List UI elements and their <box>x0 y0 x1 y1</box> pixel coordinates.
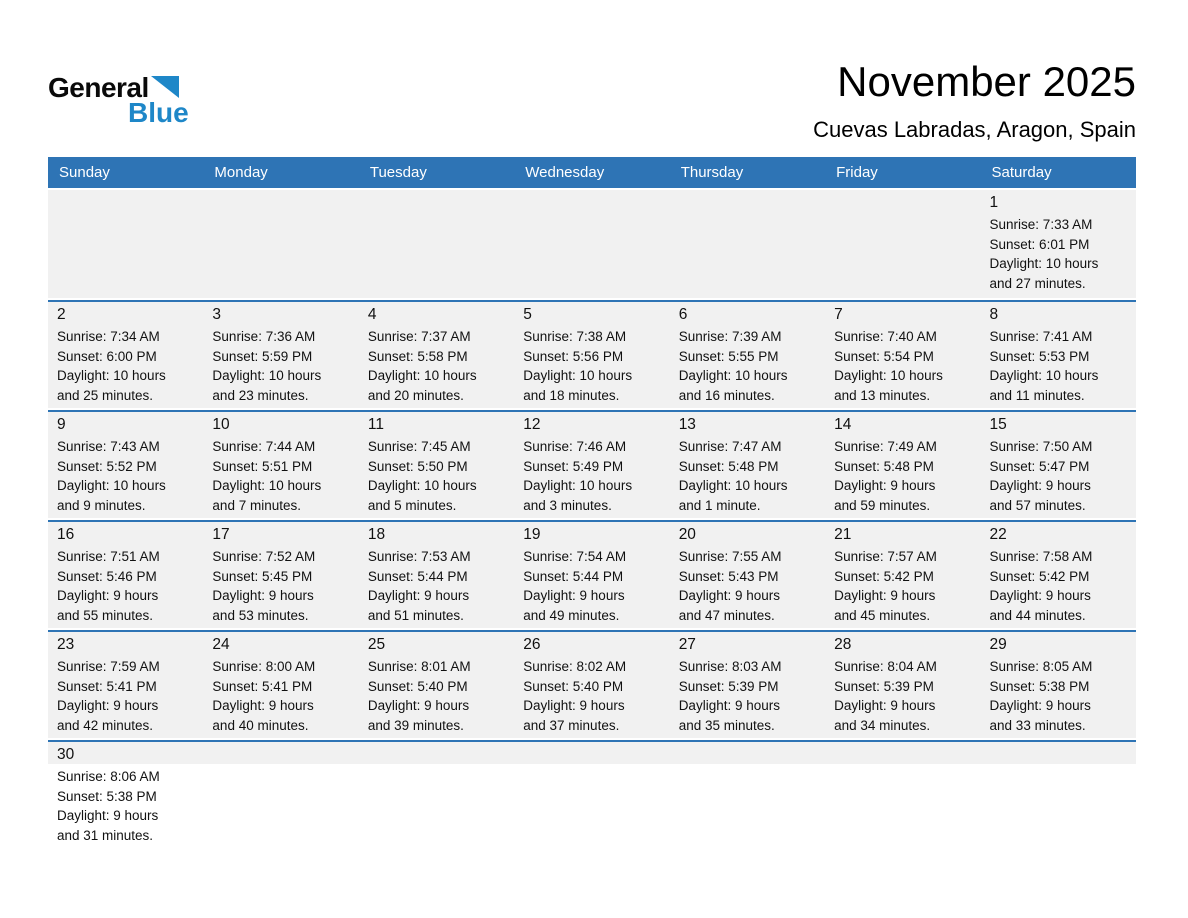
day-number: 3 <box>212 306 222 323</box>
calendar-grid <box>48 190 1136 848</box>
day-number: 7 <box>834 306 843 323</box>
daylight-line2-text: and 55 minutes. <box>57 607 154 623</box>
daylight-line2-text: and 23 minutes. <box>212 387 309 403</box>
sunrise-text: Sunrise: 7:54 AM <box>523 549 627 564</box>
sunrise-text: Sunrise: 7:39 AM <box>678 329 782 344</box>
daylight-line1-text: Daylight: 10 hours <box>989 256 1099 271</box>
day-cell-13 <box>670 412 825 518</box>
sunrise-text: Sunrise: 7:40 AM <box>834 329 937 344</box>
daylight-line2-text: and 34 minutes. <box>834 717 931 733</box>
daylight-line1-text: Daylight: 10 hours <box>57 368 166 383</box>
empty-day-cell <box>514 190 669 298</box>
daylight-line2-text: and 45 minutes. <box>834 607 931 623</box>
daylight-line2-text: and 3 minutes. <box>523 497 612 513</box>
weekday-sunday: Sunday <box>59 164 110 181</box>
sunset-text: Sunset: 5:41 PM <box>212 678 313 694</box>
weekday-wednesday: Wednesday <box>525 164 605 181</box>
week-row <box>48 190 1136 298</box>
week-row <box>48 740 1136 848</box>
daylight-line2-text: and 25 minutes. <box>57 387 154 403</box>
day-cell-12 <box>514 412 669 518</box>
sunrise-text: Sunrise: 7:41 AM <box>989 329 1093 344</box>
daylight-line2-text: and 1 minute. <box>678 497 761 513</box>
day-cell-20 <box>670 522 825 628</box>
daylight-line1-text: Daylight: 9 hours <box>212 588 314 603</box>
day-number: 10 <box>212 416 230 433</box>
daylight-line1-text: Daylight: 9 hours <box>57 808 159 823</box>
logo-triangle-icon <box>151 76 179 98</box>
day-cell-18 <box>359 522 514 628</box>
daylight-line2-text: and 27 minutes. <box>989 275 1086 291</box>
general-blue-logo <box>48 74 189 127</box>
day-number: 18 <box>367 526 386 543</box>
sunrise-text: Sunrise: 8:03 AM <box>678 659 782 674</box>
day-cell-25 <box>359 632 514 738</box>
daylight-line1-text: Daylight: 9 hours <box>834 478 936 493</box>
sunset-text: Sunset: 5:50 PM <box>367 458 468 474</box>
sunrise-text: Sunrise: 7:36 AM <box>212 329 316 344</box>
daylight-line1-text: Daylight: 9 hours <box>834 698 936 713</box>
day-number: 6 <box>678 306 688 323</box>
daylight-line2-text: and 47 minutes. <box>678 607 775 623</box>
day-cell-28 <box>825 632 980 738</box>
daylight-line1-text: Daylight: 10 hours <box>367 368 477 383</box>
daylight-line2-text: and 18 minutes. <box>523 387 620 403</box>
sunrise-text: Sunrise: 7:45 AM <box>367 439 471 454</box>
day-cell-9 <box>48 412 203 518</box>
daylight-line2-text: and 5 minutes. <box>367 497 457 513</box>
day-number: 17 <box>212 526 230 543</box>
sunrise-text: Sunrise: 7:38 AM <box>523 329 627 344</box>
day-cell-23 <box>48 632 203 738</box>
sunrise-text: Sunrise: 7:50 AM <box>989 439 1093 454</box>
daylight-line1-text: Daylight: 9 hours <box>834 588 936 603</box>
empty-day-cell <box>825 190 980 298</box>
sunset-text: Sunset: 5:38 PM <box>989 678 1090 694</box>
daylight-line2-text: and 13 minutes. <box>834 387 931 403</box>
sunset-text: Sunset: 5:55 PM <box>678 348 779 364</box>
day-number: 16 <box>57 526 75 543</box>
day-number: 26 <box>523 636 541 653</box>
daylight-line2-text: and 49 minutes. <box>523 607 620 623</box>
logo-text-blue: Blue <box>128 97 189 128</box>
week-row <box>48 520 1136 628</box>
title-block <box>813 60 1136 143</box>
day-cell-2 <box>48 302 203 408</box>
day-number: 29 <box>989 636 1007 653</box>
empty-day-cell <box>203 190 358 298</box>
sunset-text: Sunset: 5:42 PM <box>834 568 934 584</box>
day-number: 15 <box>989 416 1007 433</box>
daylight-line2-text: and 20 minutes. <box>367 387 464 403</box>
day-number: 22 <box>989 526 1007 543</box>
day-number: 11 <box>367 416 384 433</box>
sunset-text: Sunset: 5:48 PM <box>834 458 934 474</box>
day-cell-17 <box>203 522 358 628</box>
day-cell-21 <box>825 522 980 628</box>
day-cell-30 <box>48 742 203 848</box>
daylight-line1-text: Daylight: 9 hours <box>678 588 780 603</box>
sunset-text: Sunset: 6:00 PM <box>57 348 157 364</box>
daylight-line1-text: Daylight: 9 hours <box>367 698 470 713</box>
day-number: 30 <box>57 746 75 763</box>
sunset-text: Sunset: 5:38 PM <box>57 788 157 804</box>
sunset-text: Sunset: 5:52 PM <box>57 458 157 474</box>
sunset-text: Sunset: 5:59 PM <box>212 348 313 364</box>
sunset-text: Sunset: 5:54 PM <box>834 348 934 364</box>
day-number: 25 <box>367 636 386 653</box>
daylight-line2-text: and 9 minutes. <box>57 497 146 513</box>
daylight-line2-text: and 35 minutes. <box>678 717 775 733</box>
sunrise-text: Sunrise: 7:57 AM <box>834 549 937 564</box>
day-cell-3 <box>203 302 358 408</box>
empty-day-cell <box>359 190 514 298</box>
daylight-line2-text: and 16 minutes. <box>678 387 775 403</box>
day-number: 8 <box>989 306 999 323</box>
day-cell-7 <box>825 302 980 408</box>
sunrise-text: Sunrise: 8:00 AM <box>212 659 316 674</box>
weekday-header-row <box>48 157 1136 188</box>
daylight-line2-text: and 42 minutes. <box>57 717 154 733</box>
daylight-line2-text: and 7 minutes. <box>212 497 301 513</box>
sunset-text: Sunset: 5:56 PM <box>523 348 624 364</box>
empty-day-cell <box>825 742 980 848</box>
daylight-line1-text: Daylight: 9 hours <box>989 478 1091 493</box>
empty-day-cell <box>670 190 825 298</box>
day-number: 12 <box>523 416 541 433</box>
day-cell-16 <box>48 522 203 628</box>
sunset-text: Sunset: 5:49 PM <box>523 458 624 474</box>
day-cell-24 <box>203 632 358 738</box>
sunset-text: Sunset: 5:39 PM <box>834 678 934 694</box>
page-title: November 2025 <box>837 58 1136 105</box>
day-cell-1 <box>981 190 1136 298</box>
weekday-tuesday: Tuesday <box>369 164 427 181</box>
day-cell-19 <box>514 522 669 628</box>
sunset-text: Sunset: 5:39 PM <box>678 678 779 694</box>
day-number: 5 <box>523 306 532 323</box>
weekday-monday: Monday <box>214 164 268 181</box>
sunrise-text: Sunrise: 7:47 AM <box>678 439 782 454</box>
daylight-line1-text: Daylight: 9 hours <box>989 588 1091 603</box>
daylight-line2-text: and 59 minutes. <box>834 497 931 513</box>
daylight-line1-text: Daylight: 9 hours <box>523 588 625 603</box>
daylight-line1-text: Daylight: 10 hours <box>678 368 788 383</box>
empty-day-cell <box>203 742 358 848</box>
day-number: 4 <box>367 306 377 323</box>
weekday-thursday: Thursday <box>680 164 744 181</box>
day-cell-26 <box>514 632 669 738</box>
sunset-text: Sunset: 5:48 PM <box>678 458 779 474</box>
day-cell-27 <box>670 632 825 738</box>
daylight-line1-text: Daylight: 9 hours <box>523 698 625 713</box>
week-row <box>48 630 1136 738</box>
day-number: 23 <box>57 636 75 653</box>
sunrise-text: Sunrise: 7:37 AM <box>367 329 471 344</box>
sunrise-text: Sunrise: 7:59 AM <box>57 659 160 674</box>
sunset-text: Sunset: 5:40 PM <box>367 678 468 694</box>
day-cell-5 <box>514 302 669 408</box>
empty-day-cell <box>514 742 669 848</box>
daylight-line1-text: Daylight: 9 hours <box>678 698 780 713</box>
sunset-text: Sunset: 5:53 PM <box>989 348 1090 364</box>
sunrise-text: Sunrise: 7:53 AM <box>367 549 471 564</box>
sunrise-text: Sunrise: 8:05 AM <box>989 659 1093 674</box>
empty-day-cell <box>48 190 203 298</box>
sunset-text: Sunset: 5:43 PM <box>678 568 779 584</box>
day-number: 19 <box>523 526 541 543</box>
daylight-line2-text: and 39 minutes. <box>367 717 464 733</box>
sunset-text: Sunset: 5:40 PM <box>523 678 624 694</box>
daylight-line1-text: Daylight: 10 hours <box>212 368 322 383</box>
day-cell-8 <box>981 302 1136 408</box>
daylight-line1-text: Daylight: 9 hours <box>212 698 314 713</box>
day-cell-22 <box>981 522 1136 628</box>
daylight-line2-text: and 37 minutes. <box>523 717 620 733</box>
sunset-text: Sunset: 5:44 PM <box>523 568 624 584</box>
daylight-line2-text: and 33 minutes. <box>989 717 1086 733</box>
daylight-line2-text: and 51 minutes. <box>367 607 464 623</box>
daylight-line1-text: Daylight: 10 hours <box>989 368 1099 383</box>
sunset-text: Sunset: 5:44 PM <box>367 568 468 584</box>
day-cell-4 <box>359 302 514 408</box>
day-number: 1 <box>989 194 999 211</box>
daylight-line2-text: and 44 minutes. <box>989 607 1086 623</box>
sunrise-text: Sunrise: 7:46 AM <box>523 439 627 454</box>
daylight-line1-text: Daylight: 10 hours <box>678 478 788 493</box>
calendar <box>48 157 1136 848</box>
daylight-line1-text: Daylight: 9 hours <box>367 588 470 603</box>
day-number: 9 <box>57 416 66 433</box>
daylight-line2-text: and 57 minutes. <box>989 497 1086 513</box>
sunrise-text: Sunrise: 7:51 AM <box>57 549 160 564</box>
page-subtitle: Cuevas Labradas, Aragon, Spain <box>813 117 1136 143</box>
sunrise-text: Sunrise: 7:43 AM <box>57 439 160 454</box>
day-number: 27 <box>678 636 696 653</box>
sunset-text: Sunset: 5:47 PM <box>989 458 1090 474</box>
day-number: 21 <box>834 526 852 543</box>
sunset-text: Sunset: 5:46 PM <box>57 568 157 584</box>
sunrise-text: Sunrise: 8:02 AM <box>523 659 627 674</box>
sunset-text: Sunset: 5:42 PM <box>989 568 1090 584</box>
sunrise-text: Sunrise: 8:06 AM <box>57 769 160 784</box>
daylight-line2-text: and 11 minutes. <box>989 387 1085 403</box>
daylight-line1-text: Daylight: 10 hours <box>212 478 322 493</box>
day-number: 24 <box>212 636 230 653</box>
day-cell-15 <box>981 412 1136 518</box>
day-number: 2 <box>57 306 66 323</box>
sunset-text: Sunset: 5:51 PM <box>212 458 313 474</box>
weekday-saturday: Saturday <box>991 164 1052 181</box>
daylight-line1-text: Daylight: 10 hours <box>523 368 633 383</box>
daylight-line2-text: and 40 minutes. <box>212 717 309 733</box>
sunrise-text: Sunrise: 7:33 AM <box>989 217 1093 232</box>
day-number: 13 <box>678 416 696 433</box>
sunrise-text: Sunrise: 7:55 AM <box>678 549 782 564</box>
daylight-line1-text: Daylight: 9 hours <box>989 698 1091 713</box>
sunset-text: Sunset: 5:58 PM <box>367 348 468 364</box>
day-number: 14 <box>834 416 852 433</box>
week-row <box>48 300 1136 408</box>
empty-day-cell <box>359 742 514 848</box>
sunrise-text: Sunrise: 7:49 AM <box>834 439 937 454</box>
day-number: 20 <box>678 526 696 543</box>
sunset-text: Sunset: 6:01 PM <box>989 236 1090 252</box>
empty-day-cell <box>981 742 1136 848</box>
daylight-line1-text: Daylight: 9 hours <box>57 698 159 713</box>
sunrise-text: Sunrise: 8:01 AM <box>367 659 471 674</box>
sunrise-text: Sunrise: 7:34 AM <box>57 329 160 344</box>
sunset-text: Sunset: 5:41 PM <box>57 678 157 694</box>
daylight-line1-text: Daylight: 10 hours <box>57 478 166 493</box>
daylight-line2-text: and 53 minutes. <box>212 607 309 623</box>
logo-text-general: General <box>48 72 149 103</box>
daylight-line1-text: Daylight: 10 hours <box>834 368 943 383</box>
sunrise-text: Sunrise: 7:52 AM <box>212 549 316 564</box>
daylight-line2-text: and 31 minutes. <box>57 827 154 843</box>
day-cell-11 <box>359 412 514 518</box>
day-cell-10 <box>203 412 358 518</box>
daylight-line1-text: Daylight: 10 hours <box>523 478 633 493</box>
day-cell-6 <box>670 302 825 408</box>
day-cell-14 <box>825 412 980 518</box>
sunrise-text: Sunrise: 8:04 AM <box>834 659 937 674</box>
week-row <box>48 410 1136 518</box>
daylight-line1-text: Daylight: 10 hours <box>367 478 477 493</box>
daylight-line1-text: Daylight: 9 hours <box>57 588 159 603</box>
day-cell-29 <box>981 632 1136 738</box>
day-number: 28 <box>834 636 852 653</box>
sunset-text: Sunset: 5:45 PM <box>212 568 313 584</box>
sunrise-text: Sunrise: 7:44 AM <box>212 439 316 454</box>
sunrise-text: Sunrise: 7:58 AM <box>989 549 1093 564</box>
weekday-friday: Friday <box>836 164 878 181</box>
empty-day-cell <box>670 742 825 848</box>
